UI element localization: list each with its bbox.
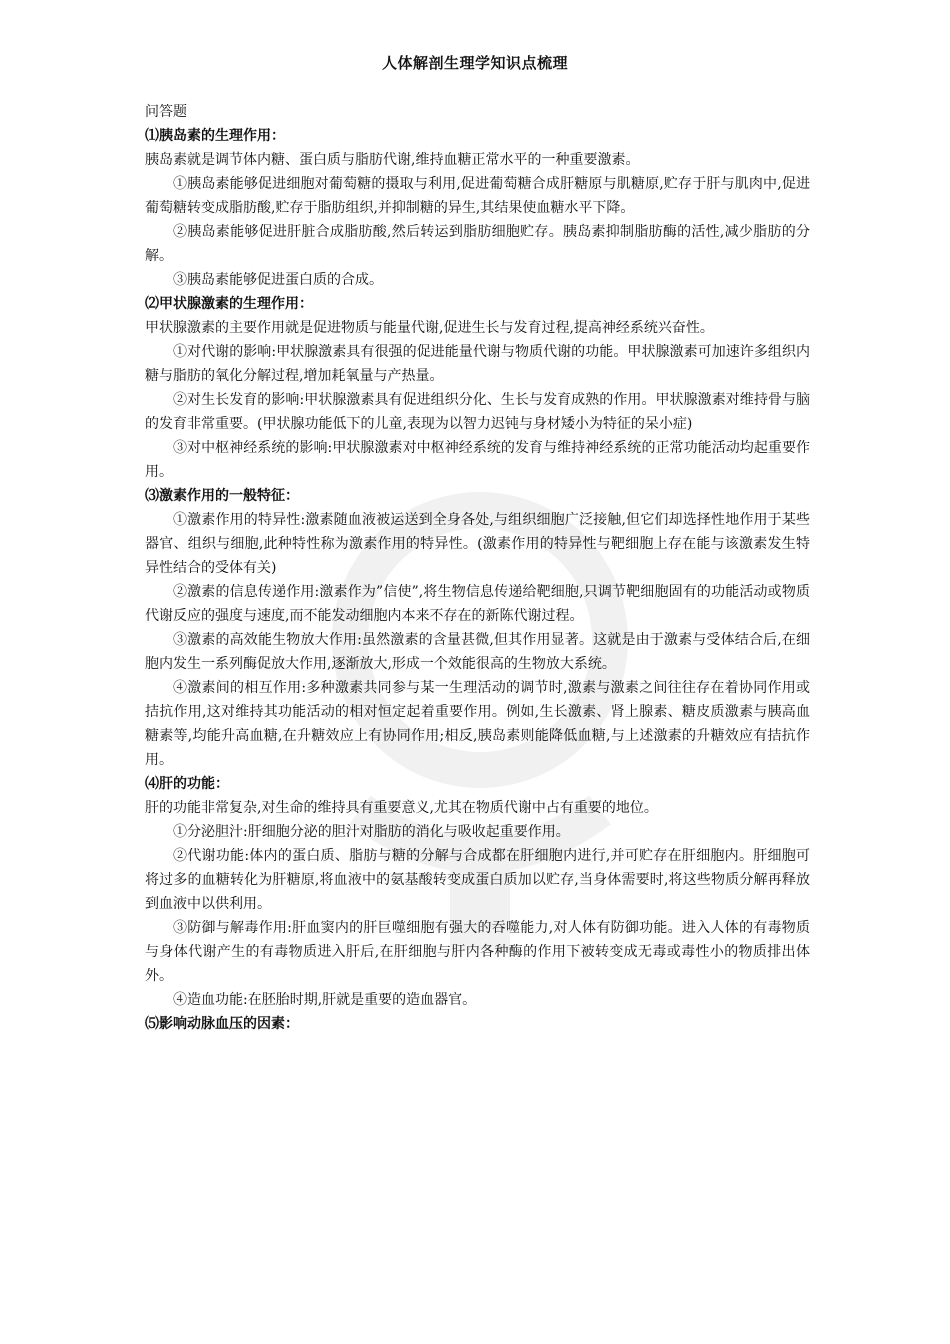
q3-item-3: ③激素的高效能生物放大作用:虽然激素的含量甚微,但其作用显著。这就是由于激素与受体结合后,在细胞内发生一系列酶促放大作用,逐渐放大,形成一个效能很高的生物放大系统。 xyxy=(145,632,810,672)
q1-intro: 胰岛素就是调节体内糖、蛋白质与脂肪代谢,维持血糖正常水平的一种重要激素。 xyxy=(145,152,640,168)
q5-heading: ⑸影响动脉血压的因素： xyxy=(145,1016,299,1032)
q1-item-3: ③胰岛素能够促进蛋白质的合成。 xyxy=(173,272,383,288)
section-label: 问答题 xyxy=(145,104,187,120)
q1-heading: ⑴胰岛素的生理作用： xyxy=(145,128,285,144)
q4-item-2: ②代谢功能:体内的蛋白质、脂肪与糖的分解与合成都在肝细胞内进行,并可贮存在肝细胞内。肝细胞可将过多的血糖转化为肝糖原,将血液中的氨基酸转变成蛋白质加以贮存,当身体需要时,将这些物质分解再释放到血液中以供利用。 xyxy=(145,848,810,912)
q3-heading: ⑶激素作用的一般特征： xyxy=(145,488,299,504)
q3-item-4: ④激素间的相互作用:多种激素共同参与某一生理活动的调节时,激素与激素之间往往存在着协同作用或拮抗作用,这对维持其功能活动的相对恒定起着重要作用。例如,生长激素、肾上腺素、糖皮质激素与胰高血糖素等,均能升高血糖,在升糖效应上有协同作用;相反,胰岛素则能降低血糖,与上述激素的升糖效应有拮抗作用。 xyxy=(145,680,810,768)
q2-intro: 甲状腺激素的主要作用就是促进物质与能量代谢,促进生长与发育过程,提高神经系统兴奋性。 xyxy=(145,320,714,336)
q4-intro: 肝的功能非常复杂,对生命的维持具有重要意义,尤其在物质代谢中占有重要的地位。 xyxy=(145,800,658,816)
q1-item-1: ①胰岛素能够促进细胞对葡萄糖的摄取与利用,促进葡萄糖合成肝糖原与肌糖原,贮存于肝与肌肉中,促进葡萄糖转变成脂肪酸,贮存于脂肪组织,并抑制糖的异生,其结果使血糖水平下降。 xyxy=(145,176,810,216)
q2-item-1: ①对代谢的影响:甲状腺激素具有很强的促进能量代谢与物质代谢的功能。甲状腺激素可加速许多组织内糖与脂肪的氧化分解过程,增加耗氧量与产热量。 xyxy=(145,344,810,384)
q2-item-2: ②对生长发育的影响:甲状腺激素具有促进组织分化、生长与发育成熟的作用。甲状腺激素对维持骨与脑的发育非常重要。(甲状腺功能低下的儿童,表现为以智力迟钝与身材矮小为特征的呆小症) xyxy=(145,392,810,432)
q4-item-1: ①分泌胆汁:肝细胞分泌的胆汁对脂肪的消化与吸收起重要作用。 xyxy=(173,824,570,840)
document-body xyxy=(145,100,810,1036)
q4-heading: ⑷肝的功能： xyxy=(145,776,229,792)
q4-item-4: ④造血功能:在胚胎时期,肝就是重要的造血器官。 xyxy=(173,992,477,1008)
q2-item-3: ③对中枢神经系统的影响:甲状腺激素对中枢神经系统的发育与维持神经系统的正常功能活动均起重要作用。 xyxy=(145,440,810,480)
q4-item-3: ③防御与解毒作用:肝血窦内的肝巨噬细胞有强大的吞噬能力,对人体有防御功能。进入人体的有毒物质与身体代谢产生的有毒物质进入肝后,在肝细胞与肝内各种酶的作用下被转变成无毒或毒性小的物质排出体外。 xyxy=(145,920,810,984)
q2-heading: ⑵甲状腺激素的生理作用： xyxy=(145,296,313,312)
document-title: 人体解剖生理学知识点梳理 xyxy=(381,54,568,72)
q3-item-2: ②激素的信息传递作用:激素作为”信使”,将生物信息传递给靶细胞,只调节靶细胞固有的功能活动或物质代谢反应的强度与速度,而不能发动细胞内本来不存在的新陈代谢过程。 xyxy=(145,584,810,624)
q1-item-2: ②胰岛素能够促进肝脏合成脂肪酸,然后转运到脂肪细胞贮存。胰岛素抑制脂肪酶的活性,减少脂肪的分解。 xyxy=(145,224,810,264)
q3-item-1: ①激素作用的特异性:激素随血液被运送到全身各处,与组织细胞广泛接触,但它们却选择性地作用于某些器官、组织与细胞,此种特性称为激素作用的特异性。(激素作用的特异性与靶细胞上存在能与该激素发生特异性结合的受体有关) xyxy=(145,512,810,576)
